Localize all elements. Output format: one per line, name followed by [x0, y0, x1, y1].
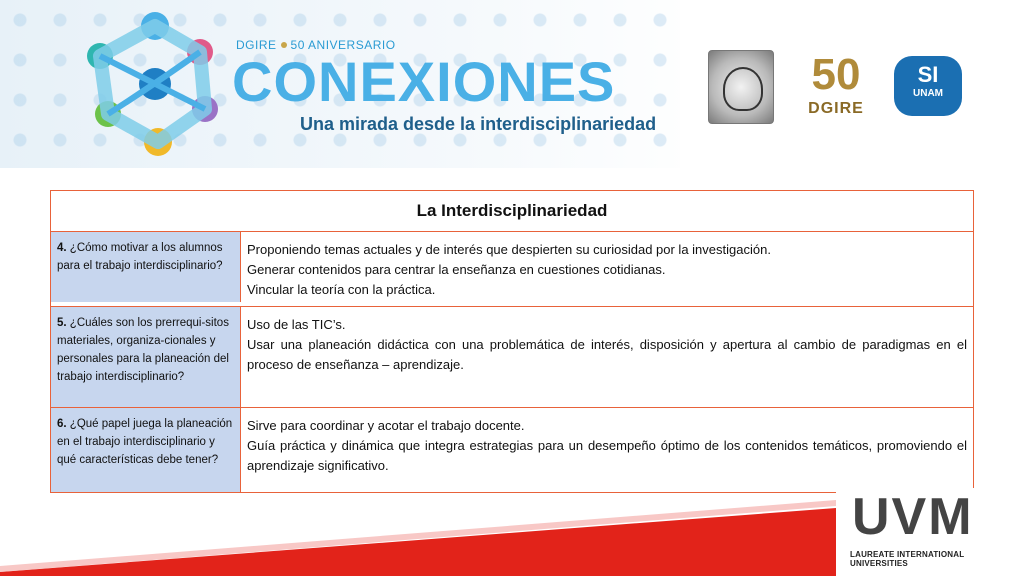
question-cell: 5. ¿Cuáles son los prerrequi-sitos materiales, organiza-cionales y personales para la planeación del trabajo interdisciplinario? [51, 307, 241, 407]
answer-cell: Sirve para coordinar y acotar el trabajo docente. Guía práctica y dinámica que integra estrategias para un desempeño óptimo de los contenidos temáticos, promoviendo el aprendizaje significativo. [247, 418, 967, 473]
table-title: La Interdisciplinariedad [51, 191, 973, 232]
si-somos-unam-badge: SI UNAM [894, 56, 962, 116]
dgire-50-logo: 50 DGIRE [808, 50, 864, 117]
banner-brand-title: CONEXIONES [232, 50, 616, 113]
uvm-logo: UVM LAUREATE INTERNATIONAL UNIVERSITIES [836, 488, 1024, 576]
banner-tagline: Una mirada desde la interdisciplinariedad [300, 114, 657, 134]
question-cell: 4. ¿Cómo motivar a los alumnos para el trabajo interdisciplinario? [51, 232, 241, 302]
question-cell: 6. ¿Qué papel juega la planeación en el trabajo interdisciplinario y qué características debe tener? [51, 408, 241, 492]
answer-cell: Proponiendo temas actuales y de interés que despierten su curiosidad por la investigación. Generar contenidos para centrar la enseñanza en cuestiones cotidianas. Vincular la teoría con la práctica. [247, 242, 771, 297]
banner-kicker: DGIRE 50 ANIVERSARIO [236, 38, 396, 52]
uvm-subtitle: LAUREATE INTERNATIONAL UNIVERSITIES [850, 550, 965, 568]
answer-cell: Uso de las TIC’s. Usar una planeación didáctica con una problemática de interés, disposición y apertura al cambio de paradigmas en el proceso de enseñanza – aprendizaje. [247, 317, 967, 372]
